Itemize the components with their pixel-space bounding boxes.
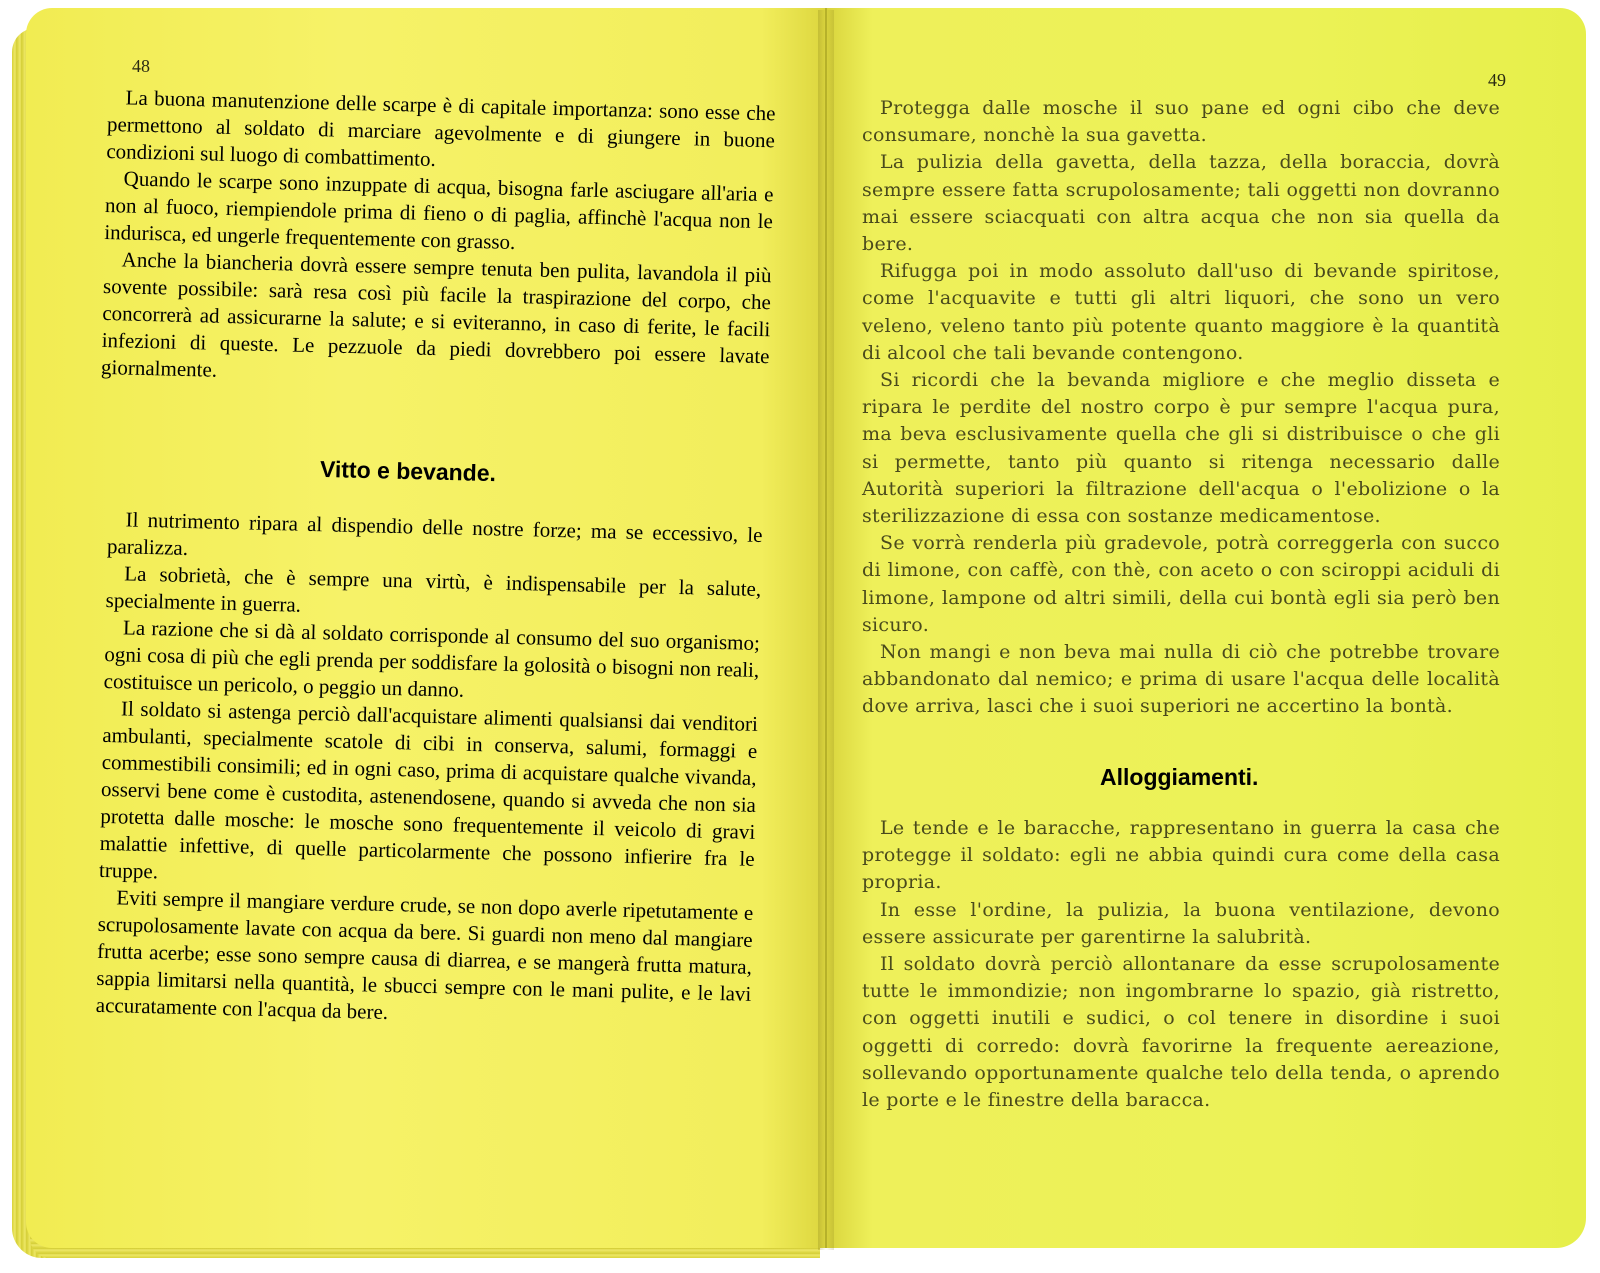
paragraph: Il soldato si astenga perciò dall'acquistare alimenti qualsiansi dai venditori ambulanti, specialmente scatole di cibi in conserva, salumi, formaggi e commestibili consimili; ed in ogni caso, prima di acquistare qualche vivanda, osservi bene come è custodita, astenendosene, quando si avveda che non sia protetta dalle mosche: le mosche sono frequentemente il veicolo di gravi malattie infettive, di quelle particolarmente che possono infierire fra le truppe. xyxy=(98,696,759,884)
paragraph: Anche la biancheria dovrà essere sempre tenuta ben pulita, lavandola il più sovente possibile: sarà resa così più facile la traspirazione del corpo, che concorrerà ad assicurarne la salute; e si eviteranno, in caso di ferite, le facili infezioni di queste. Le pezzuole da piedi dovrebbero poi essere lavate giornalmente. xyxy=(100,247,772,382)
paragraph: La sobrietà, che è sempre una virtù, è indispensabile per la salute, specialmente in guerra. xyxy=(105,561,762,617)
paragraph: La buona manutenzione delle scarpe è di capitale importanza: sono esse che permettono al soldato di marciare agevolmente e di giungere in buone condizioni sul luogo di combattimento. xyxy=(106,85,776,172)
book-spine xyxy=(818,10,834,1250)
paragraph: Si ricordi che la bevanda migliore e che meglio disseta e ripara le perdite del nostro corpo è pur sempre l'acqua pura, ma beva esclusivamente quella che gli si distribuisce o che gli si permette, tanto più quanto si ritenga necessario dalle Autorità superiori la filtrazione dell'acqua o l'ebolizione o la sterilizzazione di essa con sostanze medicamentose. xyxy=(862,369,1500,528)
left-text-top xyxy=(101,84,776,397)
paragraph: Quando le scarpe sono inzuppate di acqua, bisogna farle asciugare all'aria e non al fuoco, riempiendole prima di fieno o di paglia, affinchè l'acqua non le indurisca, ed ungerle frequentemente con grasso. xyxy=(104,166,774,254)
paragraph: La razione che si dà al soldato corrisponde al consumo del suo organismo; ogni cosa di più che egli prenda per soddisfare la golosità o bisogni non reali, costituisce un pericolo, o peggio un danno. xyxy=(103,615,761,702)
paragraph: Rifugga poi in modo assoluto dall'uso di bevande spiritose, come l'acquavite e tutti gli altri liquori, che sono un vero veleno, veleno tanto più potente quanto maggiore è la quantità di alcool che tali bevande contengono. xyxy=(862,260,1500,364)
page-number-left: 48 xyxy=(132,56,150,76)
section-heading-alloggiamenti: Alloggiamenti. xyxy=(1100,764,1259,790)
section-heading-vitto: Vitto e bevande. xyxy=(319,455,497,487)
right-text-bottom xyxy=(862,815,1500,1114)
paragraph: Protegga dalle mosche il suo pane ed ogni cibo che deve consumare, nonchè la sua gavetta. xyxy=(862,97,1500,147)
paragraph: In esse l'ordine, la pulizia, la buona ventilazione, devono essere assicurate per garentirne la salubrità. xyxy=(862,898,1500,948)
page-number-right: 49 xyxy=(1488,70,1506,90)
paragraph: Se vorrà renderla più gradevole, potrà correggerla con succo di limone, con caffè, con thè, con aceto o con sciroppi aciduli di limone, lampone od altri simili, della cui bontà egli sia però ben sicuro. xyxy=(862,532,1500,636)
right-text-top xyxy=(862,95,1500,721)
paragraph: Il soldato dovrà perciò allontanare da esse scrupolosamente tutte le immondizie; non ingombrarne lo spazio, già ristretto, con oggetti inutili e sudici, o col tenere in disordine i suoi oggetti di corredo: dovrà favorirne la frequente aereazione, sollevando opportunamente qualche telo della tenda, o aprendo le porte e le finestre della baracca. xyxy=(862,953,1500,1112)
left-text-bottom xyxy=(95,506,762,1035)
paragraph: Non mangi e non beva mai nulla di ciò che potrebbe trovare abbandonato dal nemico; e prima di usare l'acqua delle località dove arriva, lasci che i suoi superiori ne accertino la bontà. xyxy=(862,641,1500,718)
paragraph: Il nutrimento ripara al dispendio delle nostre forze; ma se eccessivo, le paralizza. xyxy=(106,507,763,560)
paragraph: Eviti sempre il mangiare verdure crude, se non dopo averle ripetutamente e scrupolosamente lavate con acqua da bere. Si guardi non meno dal mangiare frutta acerbe; esse sono sempre causa di diarrea, e se mangerà frutta matura, sappia limitarsi nella quantità, le sbucci sempre con le mani pulite, e le lavi accuratamente con l'acqua da bere. xyxy=(95,885,754,1024)
paragraph: La pulizia della gavetta, della tazza, della boraccia, dovrà sempre essere fatta scrupolosamente; tali oggetti non dovranno mai essere sciacquati con altra acqua che non sia quella da bere. xyxy=(862,151,1500,256)
paragraph: Le tende e le baracche, rappresentano in guerra la casa che protegge il soldato: egli ne abbia quindi cura come della casa propria. xyxy=(862,817,1500,894)
